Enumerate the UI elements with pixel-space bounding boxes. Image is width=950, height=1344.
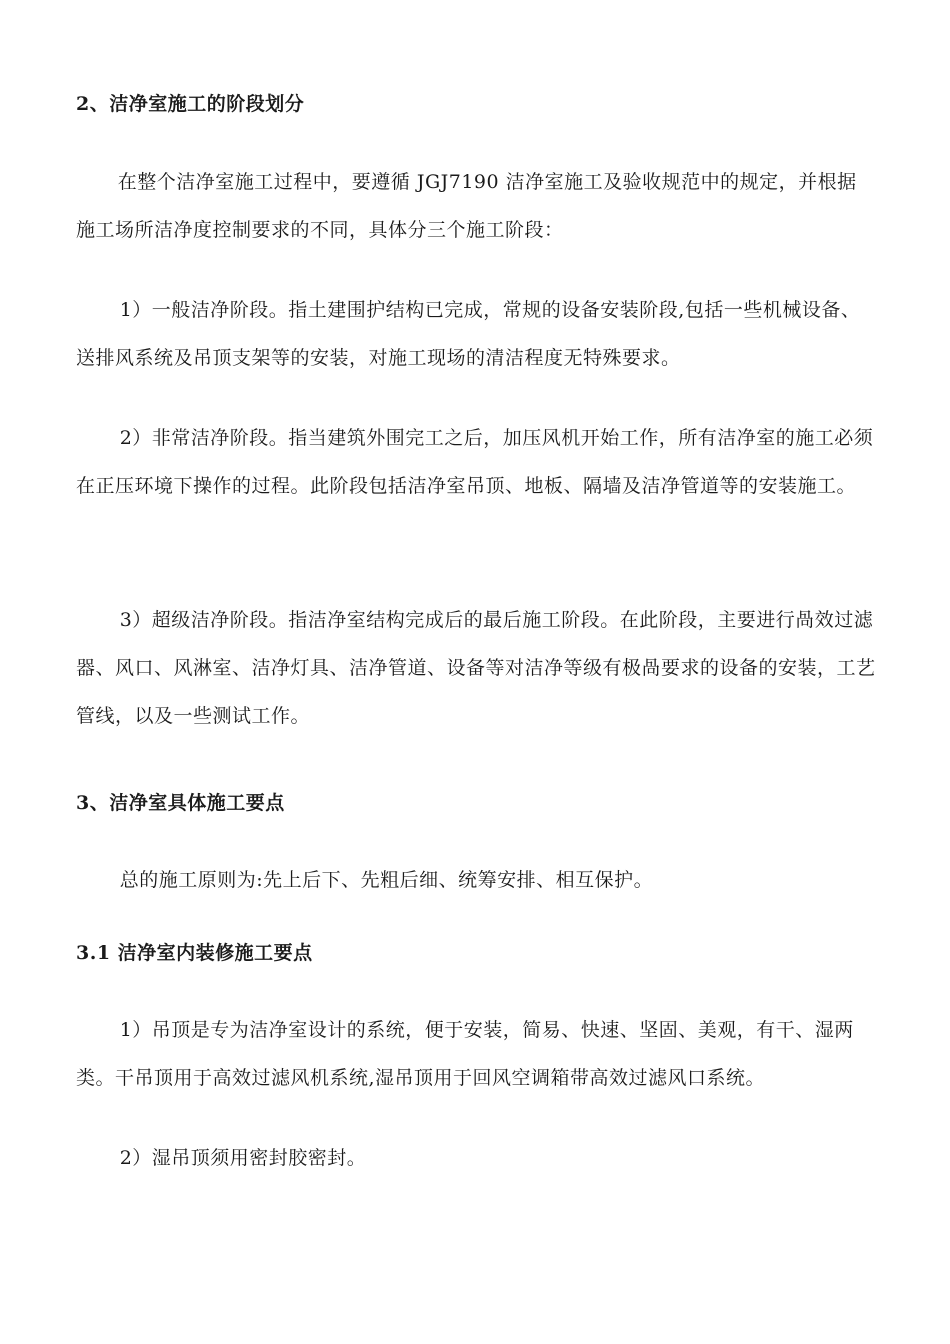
paragraph-stage-3: 3）超级洁净阶段。指洁净室结构完成后的最后施工阶段。在此阶段，主要进行咼效过滤器、风口、风淋室、洁净灯具、洁净管道、设备等对洁净等级有极咼要求的设备的安装，工艺管线，以及一些测试工作。 xyxy=(76,609,876,727)
paragraph-intro: 在整个洁净室施工过程中，要遵循 JGJ7190 洁净室施工及验收规范中的规定，并根据施工场所洁净度控制要求的不同，具体分三个施工阶段： xyxy=(76,171,857,241)
paragraph-principle: 总的施工原则为:先上后下、先粗后细、统筹安排、相互保护。 xyxy=(119,869,654,891)
section-heading-2: 2、洁净室施工的阶段划分 xyxy=(76,93,305,115)
paragraph-stage-2: 2）非常洁净阶段。指当建筑外围完工之后，加压风机开始工作，所有洁净室的施工必须在正压环境下操作的过程。此阶段包括洁净室吊顶、地板、隔墙及洁净管道等的安装施工。 xyxy=(76,427,874,497)
paragraph-ceiling-2: 2）湿吊顶须用密封胶密封。 xyxy=(119,1147,367,1169)
section-heading-3: 3、洁净室具体施工要点 xyxy=(76,792,285,814)
paragraph-ceiling-1: 1）吊顶是专为洁净室设计的系统，便于安装，简易、快速、坚固、美观，有干、湿两类。干吊顶用于高效过滤风机系统,湿吊顶用于回风空调箱带高效过滤风口系统。 xyxy=(76,1019,854,1089)
section-heading-3-1: 3.1 洁净室内装修施工要点 xyxy=(76,942,313,964)
paragraph-stage-1: 1）一般洁净阶段。指土建围护结构已完成，常规的设备安装阶段,包括一些机械设备、送排风系统及吊顶支架等的安装，对施工现场的清洁程度无特殊要求。 xyxy=(76,299,861,369)
